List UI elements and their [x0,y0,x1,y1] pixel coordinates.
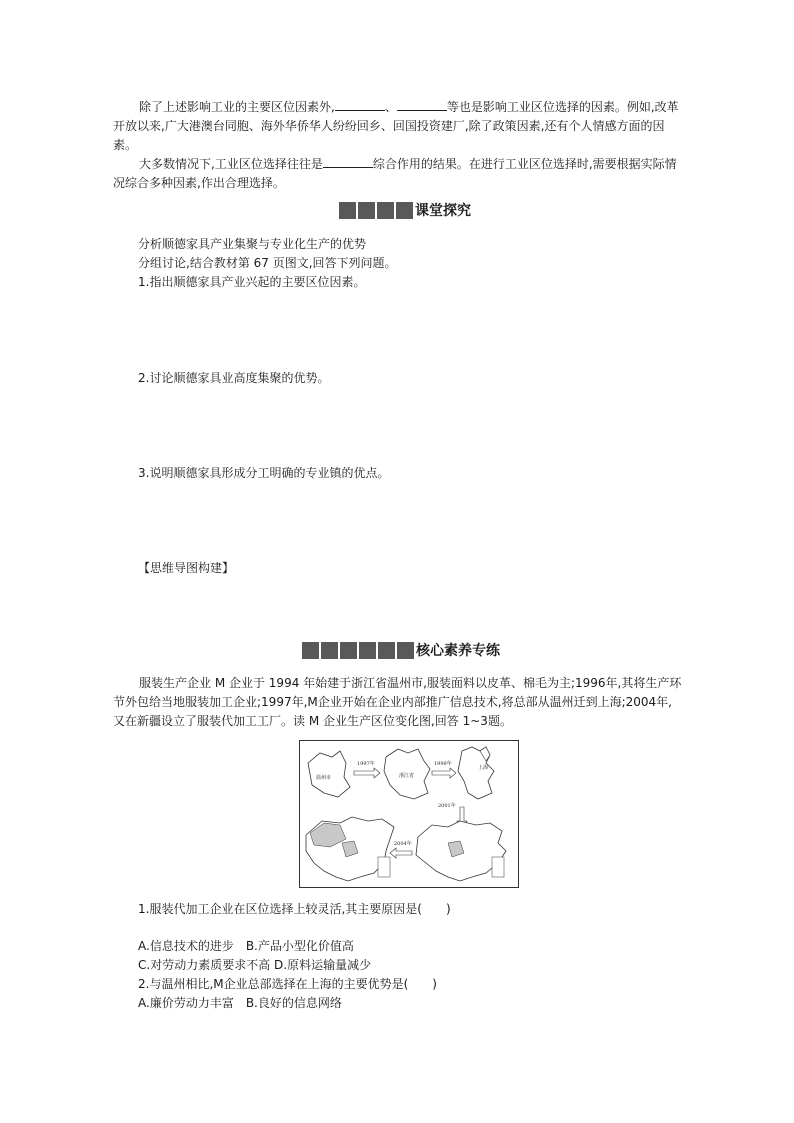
question-2: 2.讨论顺德家具业高度集聚的优势。 [138,371,330,385]
intro-text: 等也是影响工业区位选择的因素。例如,改革开放以来,广大港澳台同胞、海外华侨华人纷纷回乡、回国投资建厂,除了政策因素,还有个人情感方面的因素。 [113,100,679,152]
year-label: 2001年 [438,803,456,809]
mc-question-1: 1.服装代加工企业在区位选择上较灵活,其主要原因是( ) [138,902,451,916]
instruction: 分组讨论,结合教材第 67 页图文,回答下列问题。 [138,256,397,270]
mc-options-ab: A.廉价劳动力丰富 B.良好的信息网络 [138,996,342,1010]
fill-blank-1[interactable] [335,98,385,111]
location-change-map [299,740,519,888]
fill-blank-2[interactable] [397,98,447,111]
south-china-sea-inset [492,857,504,877]
arrow-left-icon [390,848,412,858]
shanghai-label: 上海 [478,765,489,771]
year-label: 1997年 [357,761,375,767]
mc-options-ab: A.信息技术的进步 B.产品小型化价值高 [138,939,354,953]
zhejiang-label: 浙江省 [399,773,415,779]
subtitle: 分析顺德家具产业集聚与专业化生产的优势 [138,237,367,251]
section-title: 课堂探究 [415,203,471,219]
intro-text: 除了上述影响工业的主要区位因素外, [139,100,335,114]
section-header-core [302,640,500,660]
fill-blank-3[interactable] [323,155,373,168]
intro-paragraph-1 [113,98,683,155]
wenzhou-map-shape [308,751,350,797]
intro-paragraph-2 [113,155,683,193]
mindmap-heading: 【思维导图构建】 [138,561,235,575]
south-china-sea-inset [378,857,390,877]
intro-text: 综合作用的结果。在进行工业区位选择时,需要根据实际情况综合多种因素,作出合理选择。 [113,157,677,190]
section-title: 核心素养专练 [416,643,500,659]
section-header-classroom [339,200,471,220]
year-label: 2004年 [394,841,412,847]
question-3: 3.说明顺德家具形成分工明确的专业镇的优点。 [138,466,390,480]
year-label: 1999年 [434,761,452,767]
passage: 服装生产企业 M 企业于 1994 年始建于浙江省温州市,服装面料以皮革、棉毛为主;1996年,其将生产环节外包给当地服装加工企业;1997年,M企业开始在企业内部推广信息技术,将总部从温州迁到上海;2004年,又在新疆设立了服装代加工工厂。读 M 企业生产区位变化图,回答 1~3题。 [113,676,682,728]
mc-question-2: 2.与温州相比,M企业总部选择在上海的主要优势是( ) [138,977,437,991]
arrow-icon [432,768,456,778]
question-1: 1.指出顺德家具产业兴起的主要区位因素。 [138,275,366,289]
wenzhou-label: 温州市 [316,775,332,781]
mc-options-cd: C.对劳动力素质要求不高 D.原料运输量减少 [138,958,372,972]
section-decoration [339,202,413,219]
intro-separator: 、 [384,100,397,114]
section-decoration [302,642,414,659]
intro-text: 大多数情况下,工业区位选择往往是 [139,157,323,171]
arrow-icon [354,768,380,778]
